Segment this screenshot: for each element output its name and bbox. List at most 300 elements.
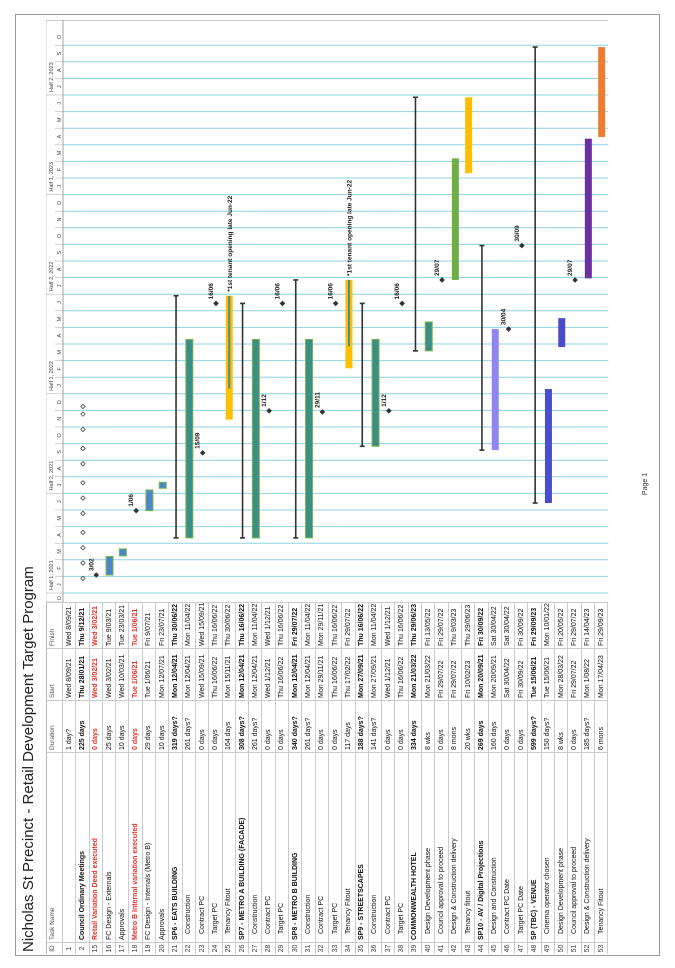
month-label: A xyxy=(57,267,63,272)
milestone-date-label: 1/12 xyxy=(261,394,269,407)
task-id: 38 xyxy=(395,942,407,954)
table-row[interactable] xyxy=(489,602,502,954)
task-start: Mon 12/04/21 xyxy=(183,648,195,700)
task-bar xyxy=(106,556,113,575)
task-progress-bar xyxy=(228,296,230,389)
task-id: 22 xyxy=(183,942,195,954)
milestone-date-label: 16/06 xyxy=(327,283,335,300)
task-id: 46 xyxy=(502,942,514,954)
task-name: Tenancy Fitout xyxy=(595,752,607,942)
task-progress-bar xyxy=(348,280,350,346)
table-row[interactable] xyxy=(302,602,315,954)
task-name: SP8 - METRO B BUILDING xyxy=(289,752,301,942)
month-label: O xyxy=(57,233,63,239)
task-id: 43 xyxy=(462,942,474,954)
table-row[interactable] xyxy=(329,602,342,954)
task-name: Metro B Internal variation executed xyxy=(129,752,141,942)
task-start: Tue 1/06/21 xyxy=(129,648,141,700)
month-label: S xyxy=(57,250,63,255)
task-name: Target PC xyxy=(209,752,221,942)
task-name: Construction xyxy=(369,752,381,942)
task-name: COMMONWEALTH HOTEL xyxy=(409,752,421,942)
table-header xyxy=(46,602,63,954)
task-duration: 261 days? xyxy=(249,700,261,752)
header-id: ID xyxy=(47,942,62,954)
task-name: FC Design - Internals (Metro B) xyxy=(143,752,155,942)
month-label: A xyxy=(57,134,63,139)
task-bar xyxy=(372,339,379,446)
month-label: A xyxy=(57,333,63,338)
task-name: FC Design - Externals xyxy=(103,752,115,942)
task-finish: Thu 29/06/23 xyxy=(409,602,421,648)
task-start: Mon 12/04/21 xyxy=(169,648,181,700)
task-duration: 8 wks xyxy=(422,700,434,752)
task-finish: Thu 16/06/22 xyxy=(209,602,221,648)
task-name: Target PC xyxy=(329,752,341,942)
task-finish: Thu 16/06/22 xyxy=(276,602,288,648)
task-duration: 10 days xyxy=(116,700,128,752)
task-name: SP7 - METRO A BUILDING (FACADE) xyxy=(236,752,248,942)
month-label: O xyxy=(57,34,63,40)
table-row[interactable] xyxy=(156,602,169,954)
table-row[interactable] xyxy=(356,602,369,954)
table-row[interactable] xyxy=(568,602,581,954)
task-finish: Mon 29/11/21 xyxy=(316,602,328,648)
table-row[interactable] xyxy=(76,602,89,954)
table-row[interactable] xyxy=(422,602,435,954)
milestone-date-label: 30/09 xyxy=(513,225,521,242)
task-id: 15 xyxy=(90,942,102,954)
task-start: Fri 29/07/22 xyxy=(449,648,461,700)
task-finish: Sat 30/04/22 xyxy=(502,602,514,648)
table-row[interactable] xyxy=(63,602,76,954)
task-duration: 225 days xyxy=(76,700,88,752)
task-start: Mon 17/04/23 xyxy=(595,648,607,700)
task-start: Fri 29/07/22 xyxy=(568,648,580,700)
task-finish: Tue 23/03/21 xyxy=(116,602,128,648)
month-label: A xyxy=(57,68,63,72)
table-row[interactable] xyxy=(409,602,422,954)
task-name: Tenancy Fitout xyxy=(223,752,235,942)
task-id: 45 xyxy=(489,942,501,954)
table-row[interactable] xyxy=(582,602,595,954)
task-id: 36 xyxy=(369,942,381,954)
task-finish: Fri 13/05/22 xyxy=(422,602,434,648)
month-label: J xyxy=(57,85,63,89)
task-start: Wed 15/09/21 xyxy=(196,648,208,700)
table-row[interactable] xyxy=(342,602,355,954)
task-finish: Wed 15/09/21 xyxy=(196,602,208,648)
month-label: J xyxy=(57,500,63,504)
month-label: F xyxy=(57,566,63,570)
task-duration: 0 days xyxy=(276,700,288,752)
task-finish: Fri 29/07/22 xyxy=(568,602,580,648)
table-row[interactable] xyxy=(223,602,236,954)
table-row[interactable] xyxy=(528,602,541,954)
task-id: 19 xyxy=(143,942,155,954)
table-row[interactable] xyxy=(595,602,608,954)
month-label: M xyxy=(57,516,63,521)
meeting-milestone-marker xyxy=(81,481,85,485)
task-id: 49 xyxy=(542,942,554,954)
task-start: Tue 15/06/21 xyxy=(542,648,554,700)
task-finish: Thu 16/06/22 xyxy=(356,602,368,648)
milestone-marker xyxy=(280,301,285,306)
task-duration: 6 mons xyxy=(595,700,607,752)
task-finish: Thu 9/03/23 xyxy=(449,602,461,648)
table-row[interactable] xyxy=(196,602,209,954)
table-row[interactable] xyxy=(103,602,116,954)
task-name: Contract PC xyxy=(196,752,208,942)
task-start: Mon 12/04/21 xyxy=(302,648,314,700)
task-bar xyxy=(585,139,592,279)
task-id: 20 xyxy=(156,942,168,954)
month-label: O xyxy=(57,433,63,438)
task-id: 35 xyxy=(356,942,368,954)
month-label: A xyxy=(57,533,63,537)
task-name: Design & Construction delivery xyxy=(582,752,594,942)
task-name: Council Ordinary Meetings xyxy=(76,752,88,942)
task-id: 26 xyxy=(236,942,248,954)
task-start: Mon 21/03/22 xyxy=(422,648,434,700)
task-duration: 0 days xyxy=(515,700,527,752)
month-label: J xyxy=(57,284,63,288)
meeting-milestone-marker xyxy=(81,511,85,515)
table-row[interactable] xyxy=(462,602,475,954)
task-finish: Mon 11/04/22 xyxy=(183,602,195,648)
task-duration: 29 days xyxy=(143,700,155,752)
task-id: 31 xyxy=(302,942,314,954)
table-row[interactable] xyxy=(116,602,129,954)
task-finish: Thu 16/06/22 xyxy=(236,602,248,648)
task-id: 51 xyxy=(568,942,580,954)
task-start: Fri 10/02/23 xyxy=(462,648,474,700)
task-start: Mon 20/09/21 xyxy=(475,648,487,700)
task-duration: 319 days? xyxy=(169,700,181,752)
task-duration: 0 days xyxy=(262,700,274,752)
task-start: Tue 1/06/21 xyxy=(143,648,155,700)
task-id: 17 xyxy=(116,942,128,954)
task-name: SP6 - EATS BUILDING xyxy=(169,752,181,942)
header-start: Start xyxy=(47,648,62,700)
task-start: Mon 12/04/21 xyxy=(249,648,261,700)
task-finish: Mon 11/04/22 xyxy=(369,602,381,648)
task-id: 21 xyxy=(169,942,181,954)
task-name: Construction xyxy=(183,752,195,942)
task-finish: Fri 9/07/21 xyxy=(143,602,155,648)
task-name: Contract PC xyxy=(316,752,328,942)
task-id: 24 xyxy=(209,942,221,954)
task-start: Mon 20/09/21 xyxy=(489,648,501,700)
table-row[interactable] xyxy=(209,602,222,954)
milestone-marker xyxy=(387,409,392,414)
task-finish: Tue 9/03/21 xyxy=(103,602,115,648)
task-start: Tue 15/06/21 xyxy=(528,648,540,700)
task-finish: Thu 16/06/22 xyxy=(395,602,407,648)
milestone-date-label: 29/07 xyxy=(434,259,442,276)
task-duration: 334 days xyxy=(409,700,421,752)
milestone-date-label: 16/06 xyxy=(207,283,215,300)
meeting-milestone-marker xyxy=(81,546,85,550)
table-row[interactable] xyxy=(555,602,568,954)
task-start: Mon 12/04/21 xyxy=(236,648,248,700)
half-label: Half 1, 2022 xyxy=(49,361,55,391)
month-label: M xyxy=(57,150,63,156)
header-finish: Finish xyxy=(47,602,62,648)
task-start: Thu 16/06/22 xyxy=(395,648,407,700)
milestone-marker xyxy=(333,301,338,306)
table-row[interactable] xyxy=(143,602,156,954)
task-name: Retail Variation Deed executed xyxy=(90,752,102,942)
page-title: Nicholas St Precinct - Retail Development Target Program xyxy=(20,566,37,952)
task-bar xyxy=(119,549,126,556)
month-label: M xyxy=(57,117,63,123)
task-finish: Sat 30/04/22 xyxy=(489,602,501,648)
task-id: 50 xyxy=(555,942,567,954)
milestone-date-label: 1/12 xyxy=(380,394,388,407)
task-start: Thu 17/02/22 xyxy=(342,648,354,700)
task-name: SP (TBC) - VENUE xyxy=(528,752,540,942)
table-body xyxy=(63,602,608,954)
milestone-date-label: 15/09 xyxy=(194,432,202,449)
month-label: D xyxy=(57,200,63,205)
month-label: S xyxy=(57,450,63,454)
half-label: Half 2, 2021 xyxy=(49,460,55,491)
task-duration: 0 days xyxy=(568,700,580,752)
table-row[interactable] xyxy=(515,602,528,954)
page-footer: Page 1 xyxy=(642,472,649,496)
meeting-milestone-marker xyxy=(81,404,85,408)
table-row[interactable] xyxy=(382,602,395,954)
task-finish: Thu 30/06/22 xyxy=(169,602,181,648)
task-name: Contract PC xyxy=(382,752,394,942)
task-name: Design and Construction xyxy=(489,752,501,942)
header-duration: Duration xyxy=(47,700,62,752)
task-id: 18 xyxy=(129,942,141,954)
task-name: Target PC xyxy=(395,752,407,942)
task-start: Wed 8/09/21 xyxy=(63,648,75,700)
table-row[interactable] xyxy=(289,602,302,954)
task-duration: 0 days xyxy=(435,700,447,752)
task-start: Thu 16/06/22 xyxy=(209,648,221,700)
milestone-marker xyxy=(440,278,445,283)
table-row[interactable] xyxy=(435,602,448,954)
month-label: F xyxy=(57,367,63,371)
milestone-date-label: 29/07 xyxy=(567,259,575,276)
milestone-date-label: 16/06 xyxy=(394,283,402,300)
task-start: Fri 30/09/22 xyxy=(515,648,527,700)
task-duration: 25 days xyxy=(103,700,115,752)
meeting-milestone-marker xyxy=(81,412,85,416)
month-label: D xyxy=(57,596,63,600)
task-bar xyxy=(452,158,459,280)
task-id: 48 xyxy=(528,942,540,954)
month-label: S xyxy=(57,51,63,56)
month-label: D xyxy=(57,400,63,405)
task-id: 53 xyxy=(595,942,607,954)
milestone-date-label: 1/06 xyxy=(128,493,136,507)
task-finish: Fri 30/09/22 xyxy=(475,602,487,648)
table-row[interactable] xyxy=(129,602,142,954)
task-bar xyxy=(252,339,259,538)
task-id: 33 xyxy=(329,942,341,954)
table-row[interactable] xyxy=(449,602,462,954)
task-finish: Fri 29/09/23 xyxy=(595,602,607,648)
task-start: Mon 27/09/21 xyxy=(356,648,368,700)
task-name: Design & Construction delivery xyxy=(449,752,461,942)
task-id: 39 xyxy=(409,942,421,954)
task-bar xyxy=(558,318,565,347)
task-finish: Thu 16/06/22 xyxy=(329,602,341,648)
task-finish: Wed 8/09/21 xyxy=(63,602,75,648)
task-name: Target PC xyxy=(276,752,288,942)
month-label: M xyxy=(57,316,63,322)
table-row[interactable] xyxy=(502,602,515,954)
task-bar xyxy=(146,490,153,511)
task-finish: Wed 3/02/21 xyxy=(90,602,102,648)
task-finish: Tue 1/06/21 xyxy=(129,602,141,648)
task-duration: 0 days xyxy=(209,700,221,752)
task-duration: 0 days xyxy=(329,700,341,752)
task-duration: 20 wks xyxy=(462,700,474,752)
month-label: J xyxy=(57,583,63,587)
half-label: Half 2, 2022 xyxy=(49,261,55,292)
task-name: Cinema operator chosen xyxy=(542,752,554,942)
milestone-date-label: 16/06 xyxy=(274,283,282,300)
task-bar xyxy=(598,47,605,137)
task-finish: Thu 9/12/21 xyxy=(76,602,88,648)
task-finish: Fri 23/07/21 xyxy=(156,602,168,648)
milestone-marker xyxy=(573,278,578,283)
task-id: 37 xyxy=(382,942,394,954)
task-id: 41 xyxy=(435,942,447,954)
task-start: Thu 16/06/22 xyxy=(276,648,288,700)
task-id: 32 xyxy=(316,942,328,954)
task-name: Design Development phase xyxy=(555,752,567,942)
table-row[interactable] xyxy=(395,602,408,954)
task-note-label: *1st tenant opening late Jun-22 xyxy=(346,179,354,276)
table-row[interactable] xyxy=(236,602,249,954)
task-id: 1 xyxy=(63,942,75,954)
task-id: 25 xyxy=(223,942,235,954)
task-bar xyxy=(186,339,193,538)
task-start: Fri 29/07/22 xyxy=(435,648,447,700)
task-finish: Fri 29/09/23 xyxy=(528,602,540,648)
task-finish: Fri 20/05/22 xyxy=(555,602,567,648)
task-duration: 0 days xyxy=(395,700,407,752)
meeting-milestone-marker xyxy=(81,446,85,450)
milestone-marker xyxy=(267,409,272,414)
milestone-marker xyxy=(200,451,205,456)
table-row[interactable] xyxy=(542,602,555,954)
month-label: M xyxy=(57,549,63,554)
month-label: N xyxy=(57,416,63,421)
meeting-milestone-marker xyxy=(81,496,85,500)
task-id: 23 xyxy=(196,942,208,954)
table-row[interactable] xyxy=(369,602,382,954)
task-start: Mon 1/08/22 xyxy=(582,648,594,700)
task-duration: 0 days xyxy=(129,700,141,752)
task-duration: 1 day? xyxy=(63,700,75,752)
table-row[interactable] xyxy=(262,602,275,954)
task-name: Construction xyxy=(302,752,314,942)
task-id: 44 xyxy=(475,942,487,954)
milestone-marker xyxy=(400,301,405,306)
table-row[interactable] xyxy=(183,602,196,954)
milestone-marker xyxy=(214,301,219,306)
month-label: J xyxy=(57,301,63,304)
task-id: 47 xyxy=(515,942,527,954)
task-name: Tenancy Fitout xyxy=(342,752,354,942)
task-duration: 117 days xyxy=(342,700,354,752)
task-name: Approvals xyxy=(156,752,168,942)
month-label: M xyxy=(57,350,63,355)
task-duration: 8 mons xyxy=(449,700,461,752)
task-finish: Wed 1/12/21 xyxy=(262,602,274,648)
task-bar xyxy=(492,329,499,450)
table-row[interactable] xyxy=(169,602,182,954)
task-bar xyxy=(465,97,472,173)
task-finish: Mon 11/04/22 xyxy=(302,602,314,648)
task-finish: Fri 30/09/22 xyxy=(515,602,527,648)
task-duration: 0 days xyxy=(502,700,514,752)
task-duration: 8 wks xyxy=(555,700,567,752)
task-bar xyxy=(306,339,313,538)
task-id: 52 xyxy=(582,942,594,954)
meeting-milestone-marker xyxy=(81,530,85,534)
task-finish: Thu 30/06/22 xyxy=(223,602,235,648)
header-task-name: Task Name xyxy=(47,752,62,942)
table-row[interactable] xyxy=(249,602,262,954)
task-duration: 185 days? xyxy=(582,700,594,752)
table-row[interactable] xyxy=(276,602,289,954)
task-start: Wed 10/03/21 xyxy=(116,648,128,700)
task-start: Mon 15/11/21 xyxy=(223,648,235,700)
month-label: F xyxy=(57,168,63,172)
table-row[interactable] xyxy=(316,602,329,954)
task-note-label: *1st tenant opening late Jun-22 xyxy=(226,195,234,292)
task-duration: 160 days xyxy=(489,700,501,752)
meeting-milestone-marker xyxy=(81,462,85,466)
milestone-date-label: 3/02 xyxy=(88,558,96,572)
task-id: 40 xyxy=(422,942,434,954)
month-label: N xyxy=(57,217,63,222)
task-start: Wed 1/12/21 xyxy=(382,648,394,700)
task-start: Wed 3/02/21 xyxy=(90,648,102,700)
table-row[interactable] xyxy=(90,602,103,954)
task-bar xyxy=(159,482,166,488)
table-row[interactable] xyxy=(475,602,488,954)
task-finish: Fri 29/07/22 xyxy=(342,602,354,648)
task-id: 30 xyxy=(289,942,301,954)
half-label: Half 1, 2023 xyxy=(49,161,55,192)
task-duration: 10 days xyxy=(156,700,168,752)
task-bar xyxy=(545,389,552,503)
task-start: Thu 16/06/22 xyxy=(329,648,341,700)
task-duration: 188 days? xyxy=(356,700,368,752)
task-id: 42 xyxy=(449,942,461,954)
task-duration: 261 days? xyxy=(302,700,314,752)
milestone-date-label: 29/11 xyxy=(314,392,322,408)
task-start: Sat 30/04/22 xyxy=(502,648,514,700)
task-duration: 599 days? xyxy=(528,700,540,752)
task-table xyxy=(46,602,608,954)
task-duration: 0 days xyxy=(316,700,328,752)
task-name: Approvals xyxy=(116,752,128,942)
task-id: 29 xyxy=(276,942,288,954)
meeting-milestone-marker xyxy=(81,561,85,565)
milestone-date-label: 30/04 xyxy=(500,308,508,326)
